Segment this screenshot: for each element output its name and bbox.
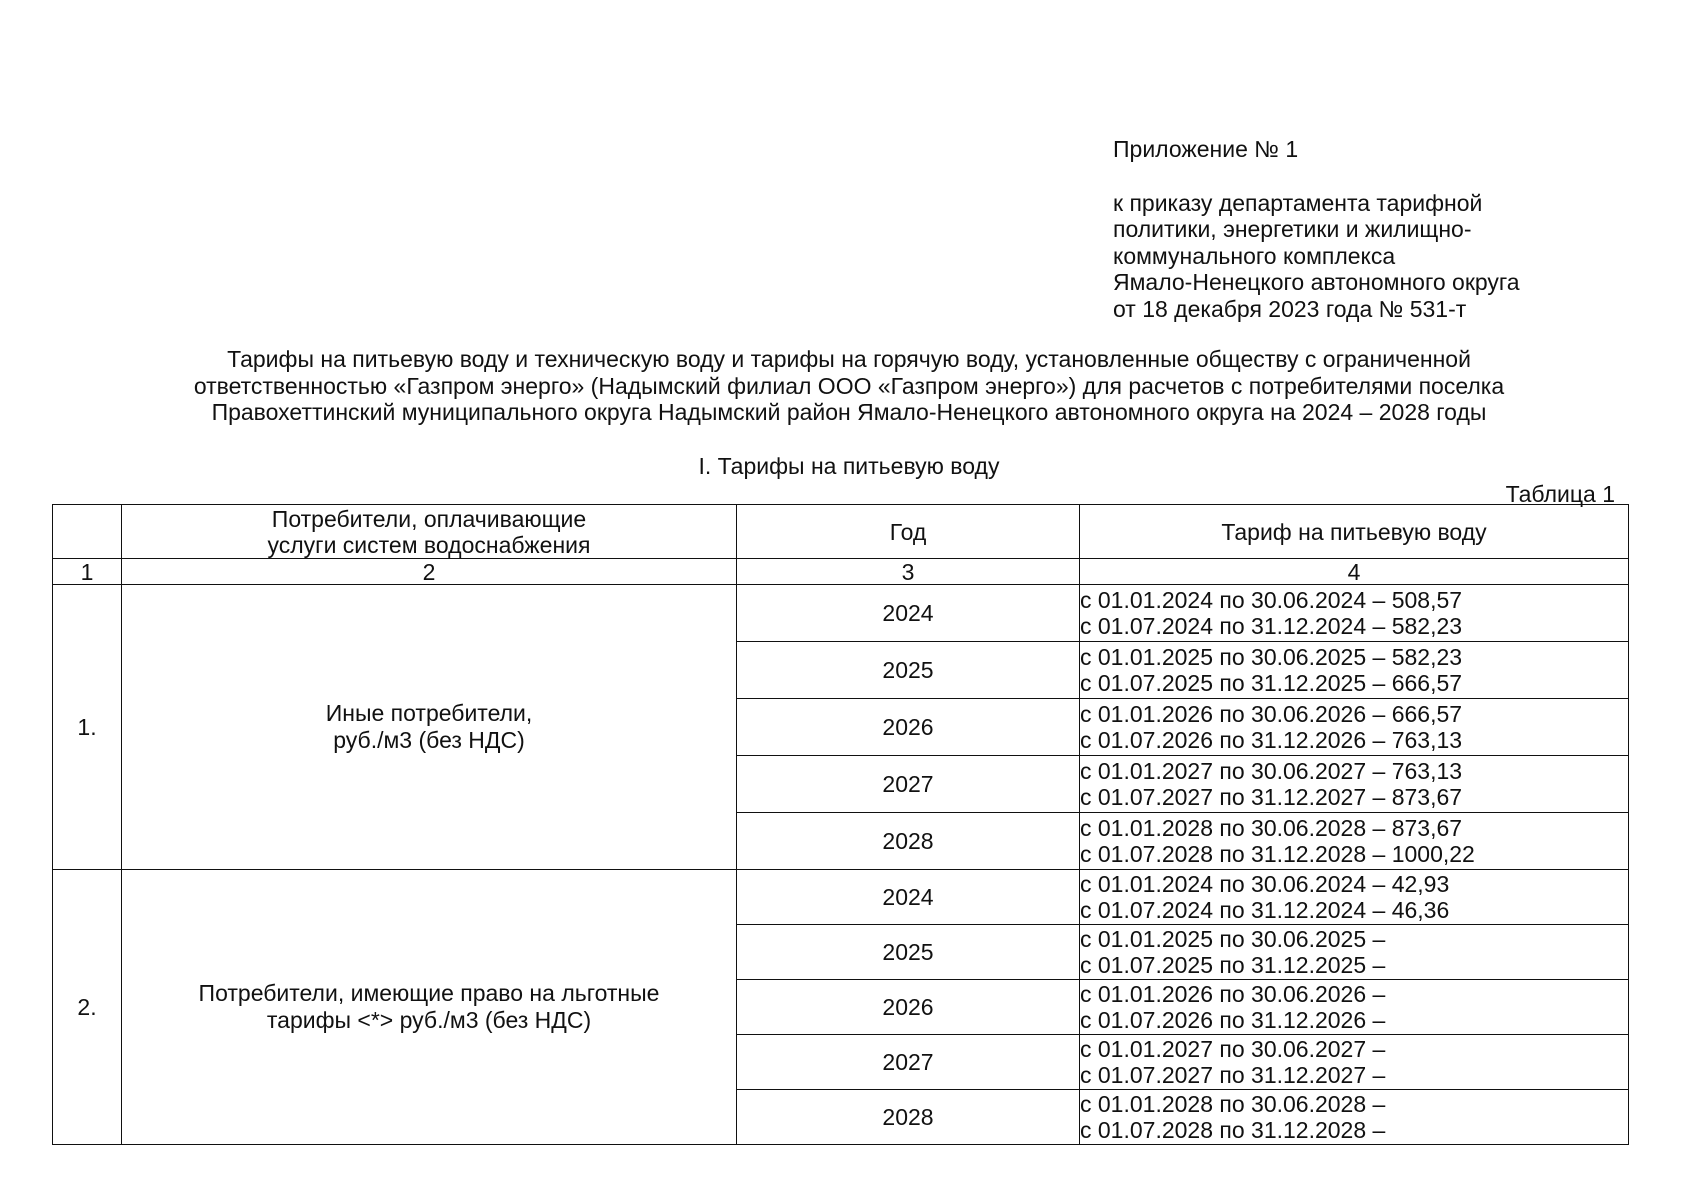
tariff-period: с 01.01.2025 по 30.06.2025 – 582,23 [1080, 644, 1463, 670]
table-row [53, 870, 1629, 925]
year-cell: 2028 [737, 1090, 1080, 1145]
tariff-cell [1080, 642, 1629, 699]
tariff-cell [1080, 1090, 1629, 1145]
tariff-cell [1080, 813, 1629, 870]
appendix-line: политики, энергетики и жилищно- [1113, 216, 1472, 242]
appendix-line: Ямало-Ненецкого автономного округа [1113, 269, 1520, 295]
tariff-period: с 01.01.2024 по 30.06.2024 – 508,57 [1080, 587, 1463, 613]
tariff-period: с 01.01.2028 по 30.06.2028 – [1080, 1091, 1386, 1117]
tariff-cell [1080, 870, 1629, 925]
consumer-category [122, 870, 737, 1145]
tariff-cell [1080, 1035, 1629, 1090]
tariff-period: с 01.07.2027 по 31.12.2027 – [1080, 1062, 1386, 1088]
tariff-period: с 01.01.2024 по 30.06.2024 – 42,93 [1080, 871, 1450, 897]
header-tariff: Тариф на питьевую воду [1080, 505, 1629, 559]
tariff-table [52, 504, 1629, 1145]
column-number: 3 [737, 559, 1080, 585]
tariff-cell [1080, 980, 1629, 1035]
tariff-period: с 01.01.2027 по 30.06.2027 – 763,13 [1080, 758, 1463, 784]
group-number: 1. [53, 585, 122, 870]
column-number: 4 [1080, 559, 1629, 585]
year-cell: 2025 [737, 925, 1080, 980]
title-line: Тарифы на питьевую воду и техническую воду и тарифы на горячую воду, установленные обществу с ограниченной [227, 346, 1471, 372]
tariff-cell [1080, 756, 1629, 813]
header-cell-number [53, 505, 122, 559]
year-cell: 2026 [737, 980, 1080, 1035]
tariff-cell [1080, 699, 1629, 756]
document-title [60, 346, 1638, 426]
tariff-period: с 01.07.2025 по 31.12.2025 – [1080, 952, 1386, 978]
header-row [53, 505, 1629, 559]
consumer-line: руб./м3 (без НДС) [333, 727, 525, 753]
tariff-period: с 01.01.2026 по 30.06.2026 – [1080, 981, 1386, 1007]
year-cell: 2026 [737, 699, 1080, 756]
consumer-line: Иные потребители, [325, 700, 533, 726]
column-number-row [53, 559, 1629, 585]
year-cell: 2027 [737, 1035, 1080, 1090]
header-year: Год [737, 505, 1080, 559]
appendix-block [1113, 136, 1520, 322]
tariff-period: с 01.07.2026 по 31.12.2026 – 763,13 [1080, 727, 1463, 753]
tariff-cell [1080, 925, 1629, 980]
table-label: Таблица 1 [1505, 481, 1615, 507]
appendix-number: Приложение № 1 [1113, 136, 1299, 162]
title-line: ответственностью «Газпром энерго» (Надымский филиал ООО «Газпром энерго») для расчетов с потребителями поселка [193, 372, 1505, 399]
table-row [53, 585, 1629, 642]
consumer-line: Потребители, имеющие право на льготные [198, 980, 660, 1006]
year-cell: 2028 [737, 813, 1080, 870]
tariff-period: с 01.07.2026 по 31.12.2026 – [1080, 1007, 1386, 1033]
tariff-period: с 01.07.2028 по 31.12.2028 – [1080, 1117, 1386, 1143]
year-cell: 2024 [737, 870, 1080, 925]
consumer-category [122, 585, 737, 870]
tariff-period: с 01.01.2025 по 30.06.2025 – [1080, 926, 1386, 952]
header-consumers: Потребители, оплачивающие услуги систем водоснабжения [122, 505, 737, 559]
year-cell: 2024 [737, 585, 1080, 642]
year-cell: 2027 [737, 756, 1080, 813]
tariff-cell [1080, 585, 1629, 642]
year-cell: 2025 [737, 642, 1080, 699]
tariff-period: с 01.01.2027 по 30.06.2027 – [1080, 1036, 1386, 1062]
appendix-line: от 18 декабря 2023 года № 531-т [1113, 295, 1467, 322]
tariff-period: с 01.07.2024 по 31.12.2024 – 46,36 [1080, 897, 1450, 923]
title-line: Правохеттинский муниципального округа Надымский район Ямало-Ненецкого автономного округа на 2024 – 2028 годы [211, 399, 1487, 425]
tariff-period: с 01.07.2027 по 31.12.2027 – 873,67 [1080, 784, 1463, 810]
tariff-period: с 01.07.2025 по 31.12.2025 – 666,57 [1080, 670, 1463, 696]
group-number: 2. [53, 870, 122, 1145]
tariff-period: с 01.01.2028 по 30.06.2028 – 873,67 [1080, 815, 1463, 841]
tariff-period: с 01.07.2028 по 31.12.2028 – 1000,22 [1080, 841, 1475, 867]
appendix-line: к приказу департамента тарифной [1113, 189, 1483, 216]
column-number: 2 [122, 559, 737, 585]
tariff-period: с 01.07.2024 по 31.12.2024 – 582,23 [1080, 613, 1463, 639]
tariff-period: с 01.01.2026 по 30.06.2026 – 666,57 [1080, 701, 1463, 727]
column-number: 1 [53, 559, 122, 585]
appendix-line: коммунального комплекса [1113, 242, 1396, 269]
consumer-line: тарифы <*> руб./м3 (без НДС) [266, 1007, 592, 1033]
section-title: I. Тарифы на питьевую воду [698, 453, 1000, 479]
